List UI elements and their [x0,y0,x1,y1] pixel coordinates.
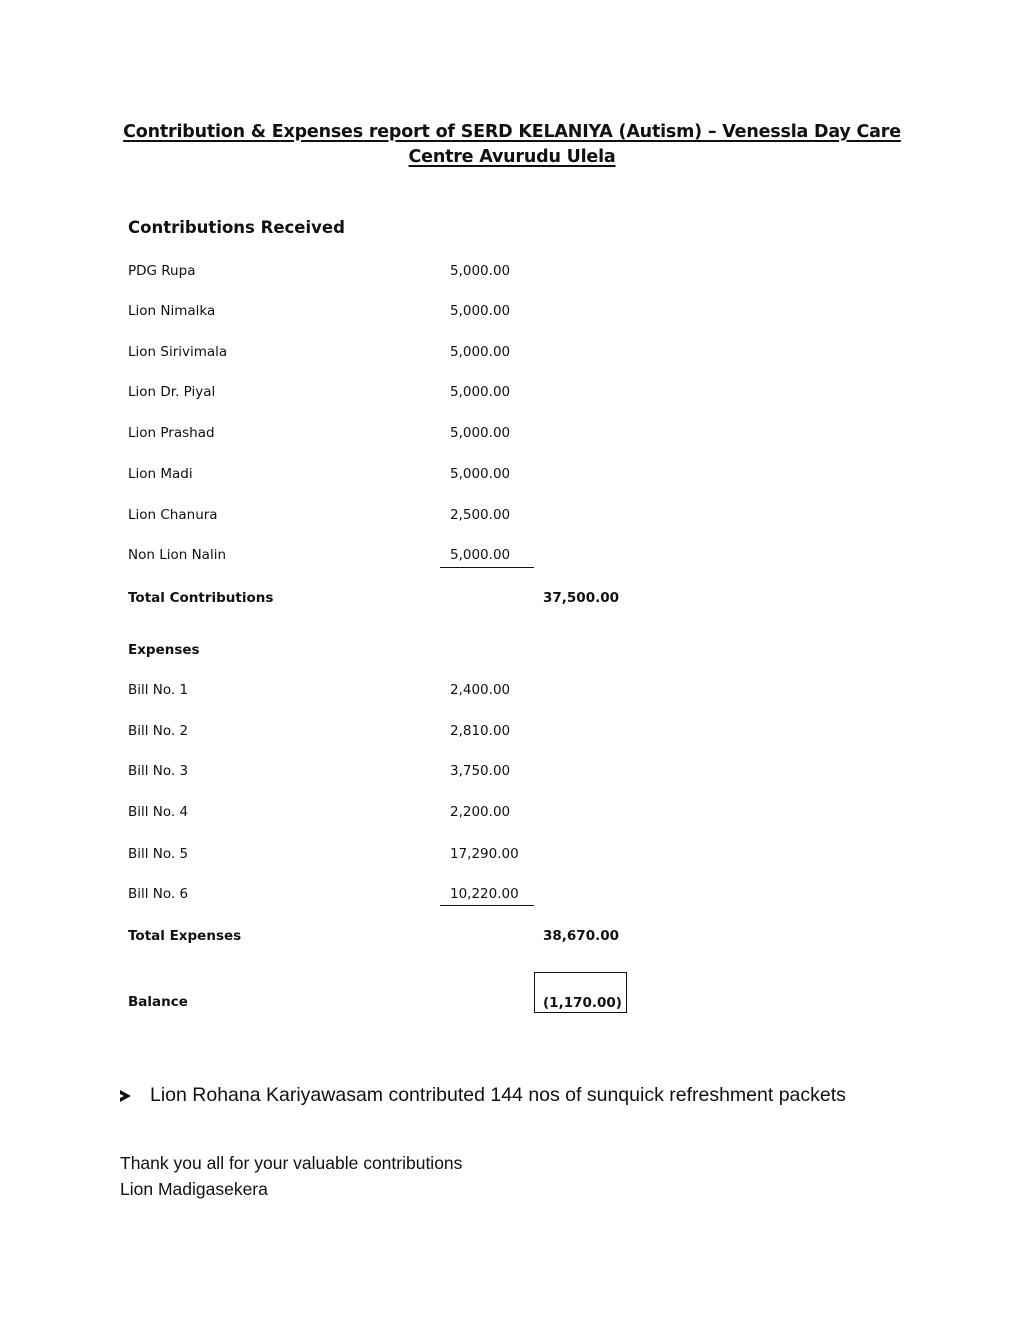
bill-amount: 2,200.00 [450,804,511,820]
balance-box [534,972,627,1013]
bill-amount: 3,750.00 [450,763,511,779]
note-text: Lion Rohana Kariyawasam contributed 144 nos of sunquick refreshment packets [150,1084,846,1106]
report-title-line-1: Contribution & Expenses report of SERD KELANIYA (Autism) – Venessla Day Care [123,122,901,142]
contribution-amount: 5,000.00 [450,425,511,441]
contribution-amount: 5,000.00 [450,466,511,482]
total-expenses-label: Total Expenses [128,928,242,944]
bill-amount: 2,400.00 [450,682,511,698]
report-title-line-2: Centre Avurudu Ulela [408,147,616,167]
subtotal-rule [440,905,534,906]
bill-name: Bill No. 1 [128,682,189,698]
bill-name: Bill No. 6 [128,886,189,902]
contributor-name: Non Lion Nalin [128,547,227,563]
contributor-name: Lion Chanura [128,507,218,523]
balance-label: Balance [128,994,188,1010]
bill-amount: 2,810.00 [450,723,511,739]
note-bullet [120,1084,846,1107]
closing-thanks: Thank you all for your valuable contributions [120,1153,463,1173]
total-contributions-label: Total Contributions [128,590,274,606]
contributor-name: Lion Madi [128,466,193,482]
total-expenses-amount: 38,670.00 [543,928,620,944]
contributor-name: PDG Rupa [128,263,196,279]
bill-name: Bill No. 2 [128,723,189,739]
contribution-amount: 5,000.00 [450,384,511,400]
contributions-heading: Contributions Received [128,218,345,237]
bill-amount: 17,290.00 [450,846,519,862]
bill-name: Bill No. 4 [128,804,189,820]
contribution-amount: 5,000.00 [450,303,511,319]
bill-amount: 10,220.00 [450,886,519,902]
contributor-name: Lion Prashad [128,425,215,441]
contributor-name: Lion Nimalka [128,303,216,319]
signature-name: Lion Madigasekera [120,1179,268,1199]
contribution-amount: 5,000.00 [450,547,511,563]
contributor-name: Lion Dr. Piyal [128,384,216,400]
contribution-amount: 2,500.00 [450,507,511,523]
balance-amount: (1,170.00) [543,995,622,1011]
expenses-heading: Expenses [128,642,200,658]
bill-name: Bill No. 5 [128,846,189,862]
contributor-name: Lion Sirivimala [128,344,228,360]
bill-name: Bill No. 3 [128,763,189,779]
contribution-amount: 5,000.00 [450,263,511,279]
arrow-bullet-icon [120,1090,131,1102]
subtotal-rule [440,567,534,568]
contribution-amount: 5,000.00 [450,344,511,360]
total-contributions-amount: 37,500.00 [543,590,620,606]
